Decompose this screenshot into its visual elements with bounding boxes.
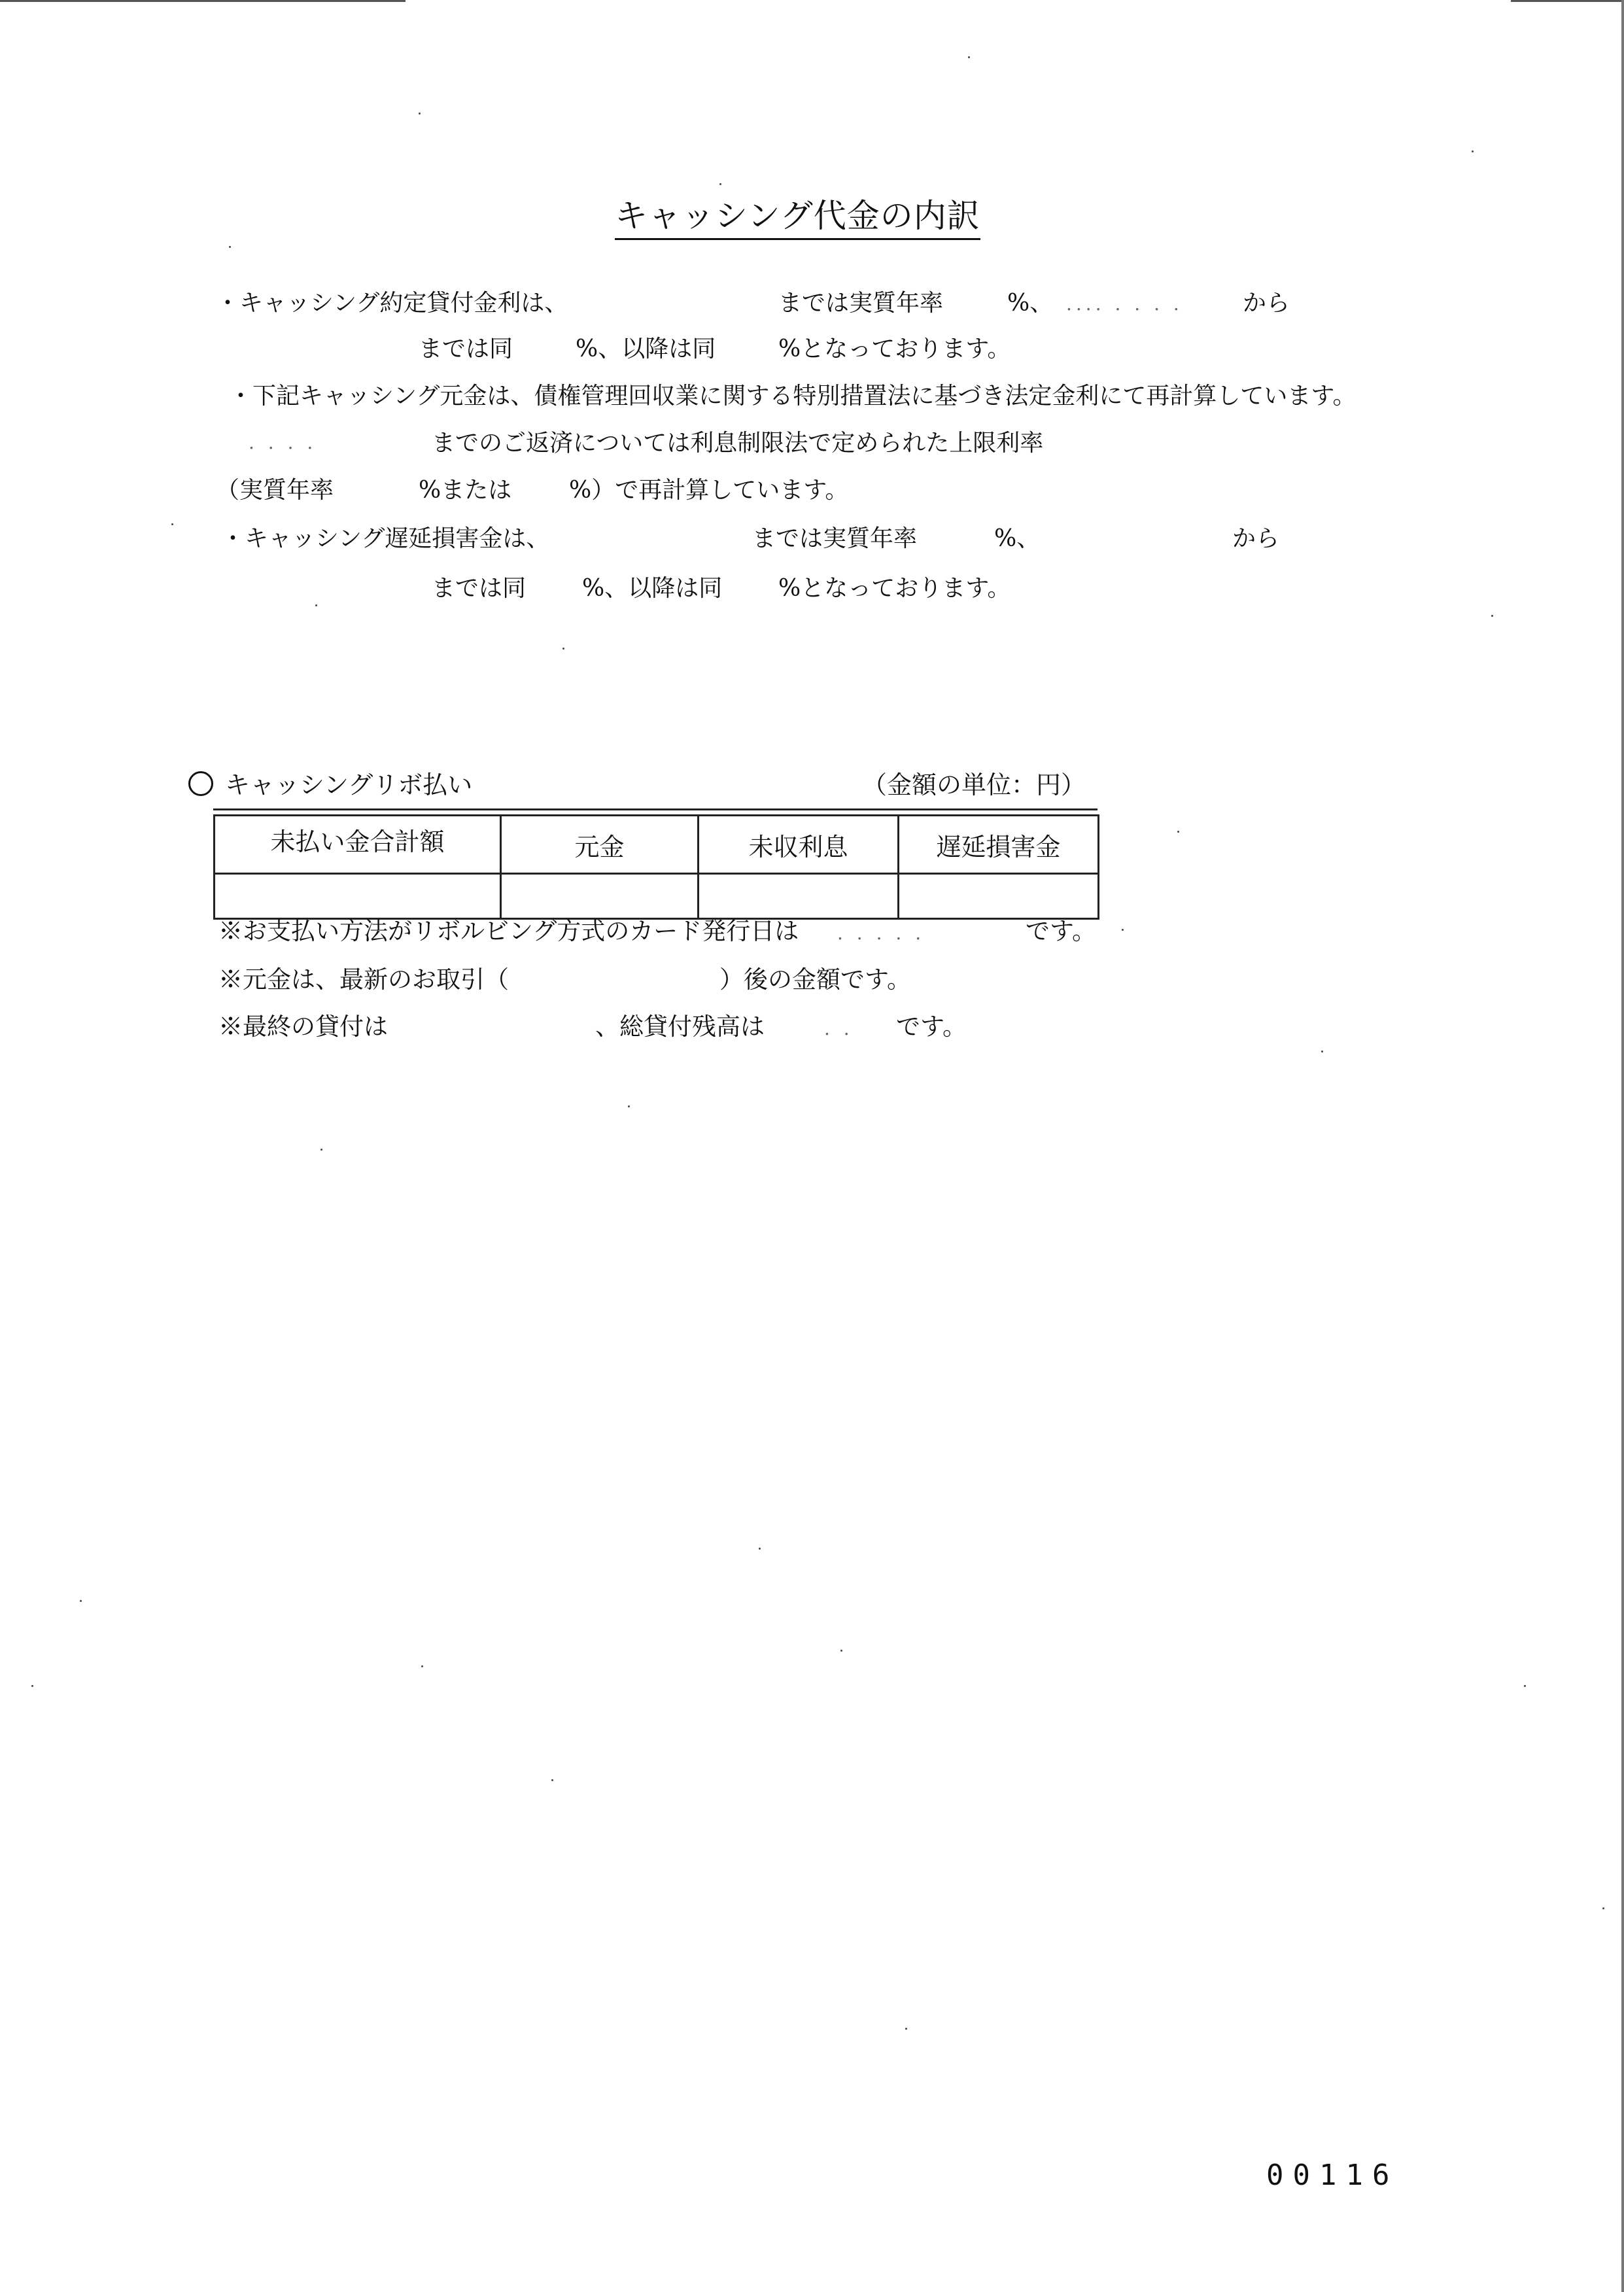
scan-speck bbox=[80, 1600, 82, 1602]
para1-text: %となっております。 bbox=[778, 336, 1011, 362]
scan-speck bbox=[320, 1149, 322, 1151]
para3-text: までは実質年率 bbox=[752, 525, 918, 552]
scan-speck bbox=[759, 1548, 761, 1550]
note-text: です。 bbox=[1026, 917, 1097, 945]
para3-text: %、以降は同 bbox=[582, 575, 723, 602]
para3-text: ・キャッシング遅延損害金は、 bbox=[221, 525, 550, 552]
para2-text: %）で再計算しています。 bbox=[569, 477, 849, 504]
scan-speck bbox=[1472, 150, 1474, 152]
scan-speck bbox=[171, 523, 173, 525]
scan-speck bbox=[1491, 615, 1493, 617]
scan-speck bbox=[1602, 1907, 1604, 1909]
scan-speck bbox=[968, 56, 970, 58]
para3-text: から bbox=[1232, 525, 1280, 552]
revolving-table bbox=[213, 808, 1097, 919]
circle-icon bbox=[188, 771, 213, 796]
scan-edge-line bbox=[1511, 0, 1624, 2]
para1-text: までは同 bbox=[419, 336, 513, 362]
para2-text: ・下記キャッシング元金は、債権管理回収業に関する特別措置法に基づき法定金利にて再計算しています。 bbox=[229, 383, 1356, 409]
para3-text: %、 bbox=[994, 525, 1041, 552]
table-cell bbox=[699, 874, 899, 919]
scan-speck bbox=[551, 1779, 553, 1781]
column-header-principal: 元金 bbox=[501, 816, 699, 874]
blank-field: . . bbox=[824, 1018, 854, 1039]
scan-speck bbox=[315, 604, 317, 606]
para3-text: までは同 bbox=[432, 575, 527, 602]
column-header-late-damages: 遅延損害金 bbox=[899, 816, 1099, 874]
note-final-loan: ※最終の貸付は bbox=[218, 1013, 388, 1041]
page-title: キャッシング代金の内訳 bbox=[615, 195, 980, 240]
para1-text: ・キャッシング約定貸付金利は、 bbox=[216, 290, 568, 317]
table-cell bbox=[501, 874, 699, 919]
scan-speck bbox=[31, 1685, 33, 1687]
scan-edge-line bbox=[1621, 0, 1624, 2292]
note-text: 、総貸付残高は bbox=[595, 1013, 765, 1041]
scan-speck bbox=[419, 113, 421, 114]
table-row bbox=[215, 874, 1099, 919]
section-heading bbox=[188, 769, 472, 801]
scan-speck bbox=[1321, 1050, 1323, 1052]
scan-speck bbox=[1122, 929, 1124, 931]
para1-text: までは実質年率 bbox=[778, 290, 944, 317]
page-number: 00116 bbox=[1266, 2159, 1399, 2192]
scan-speck bbox=[719, 183, 721, 185]
scan-speck bbox=[840, 1650, 842, 1652]
note-card-issue-date: ※お支払い方法がリボルビング方式のカード発行日は bbox=[218, 917, 799, 945]
scan-speck bbox=[1177, 831, 1179, 833]
note-text: ）後の金額です。 bbox=[719, 965, 912, 994]
para2-text: までのご返済については利息制限法で定められた上限利率 bbox=[432, 430, 1044, 457]
blank-field: . . . . . bbox=[837, 922, 925, 944]
para1-text: から bbox=[1243, 290, 1290, 317]
para3-text: %となっております。 bbox=[778, 575, 1011, 602]
table-cell bbox=[899, 874, 1099, 919]
table-header-row bbox=[215, 816, 1099, 874]
scan-speck bbox=[628, 1105, 630, 1107]
unit-label: （金額の単位：円） bbox=[862, 771, 1086, 799]
scan-speck bbox=[229, 246, 231, 248]
scan-speck bbox=[905, 2028, 907, 2030]
ledger-table bbox=[213, 814, 1099, 920]
table-cell bbox=[215, 874, 501, 919]
column-header-total-unpaid: 未払い金合計額 bbox=[215, 816, 501, 874]
para2-text: （実質年率 bbox=[216, 477, 334, 504]
note-text: です。 bbox=[896, 1013, 967, 1041]
para2-text: %または bbox=[419, 477, 512, 504]
para1-text: %、以降は同 bbox=[576, 336, 716, 362]
scan-edge-line bbox=[0, 0, 406, 2]
scan-speck bbox=[421, 1665, 423, 1667]
blank-field: . . . . bbox=[249, 432, 317, 453]
scan-speck bbox=[1524, 1685, 1526, 1687]
scan-speck bbox=[562, 648, 564, 650]
column-header-accrued-interest: 未収利息 bbox=[699, 816, 899, 874]
para1-text: %、 bbox=[1007, 290, 1054, 317]
section-heading-label: キャッシングリボ払い bbox=[225, 771, 473, 799]
note-principal: ※元金は、最新のお取引（ bbox=[218, 965, 509, 994]
blank-field: .... . . . . bbox=[1066, 293, 1183, 315]
